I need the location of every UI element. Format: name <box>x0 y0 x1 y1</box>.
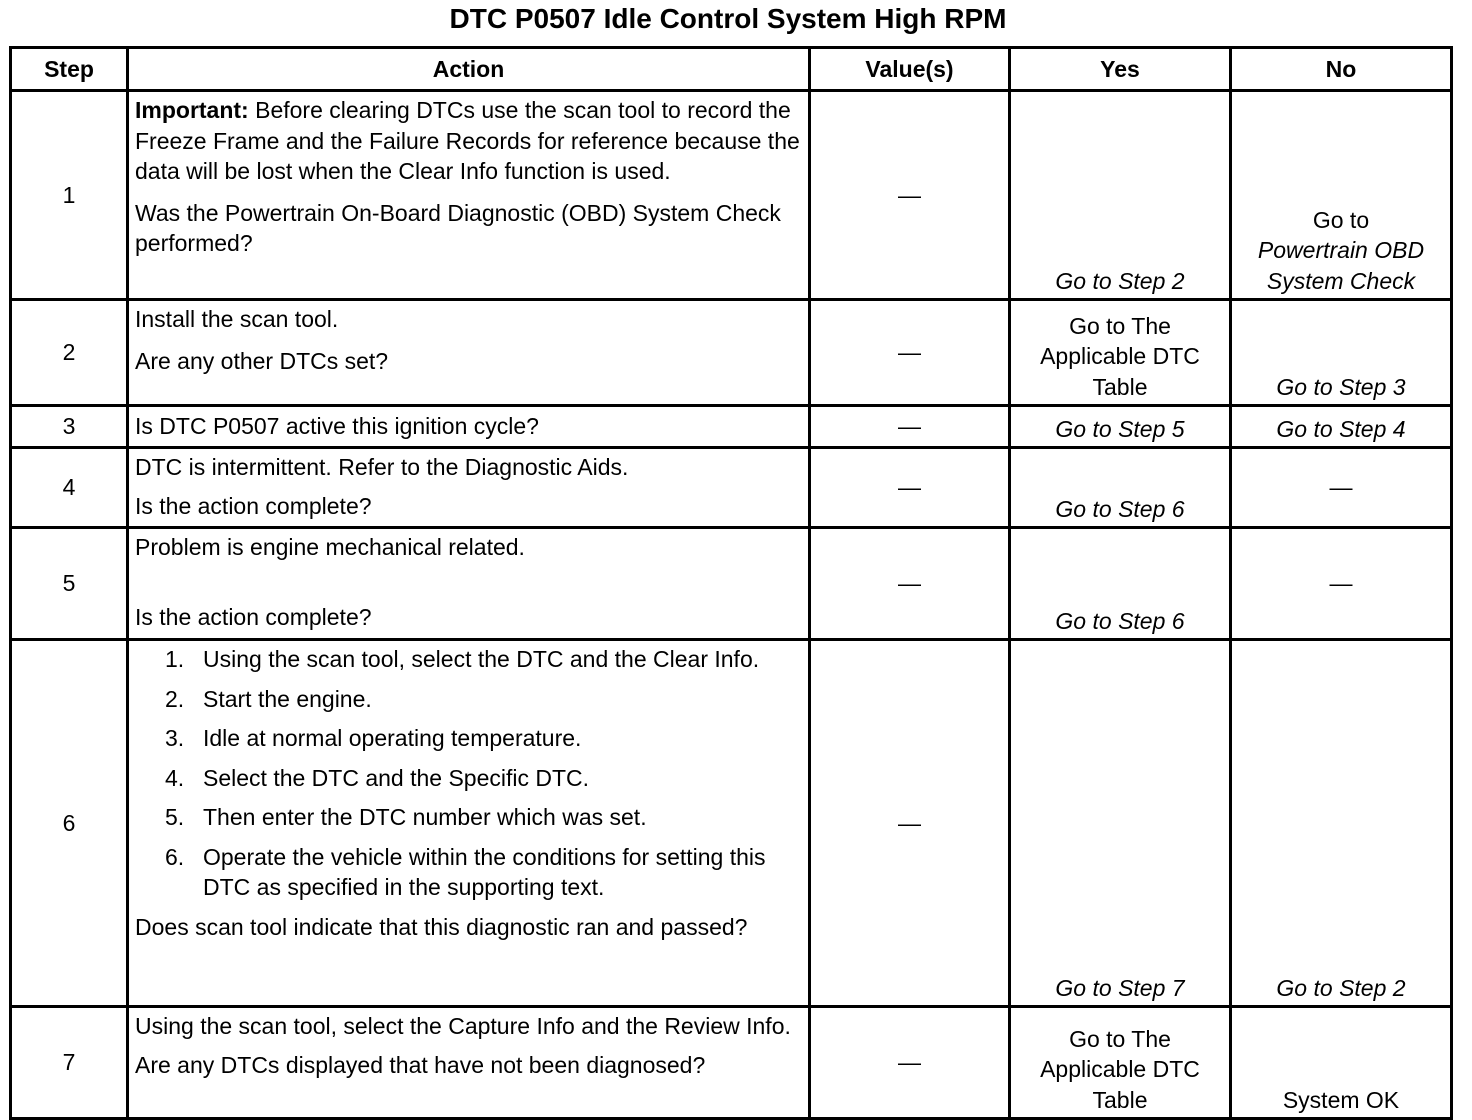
action-cell <box>128 1007 810 1119</box>
column-header-yes: Yes <box>1010 48 1231 91</box>
action-question: Does scan tool indicate that this diagnostic ran and passed? <box>135 913 748 940</box>
value-cell: — <box>810 528 1010 640</box>
table-row <box>11 528 1452 640</box>
substep-number: 6. <box>165 843 185 870</box>
value-cell: — <box>810 640 1010 1007</box>
table-row <box>11 1007 1452 1119</box>
substep-text: Start the engine. <box>203 685 372 712</box>
step-number: 3 <box>11 406 128 448</box>
step-number: 5 <box>11 528 128 640</box>
yes-cell: Go to The Applicable DTC Table <box>1010 1007 1231 1119</box>
yes-cell: Go to Step 6 <box>1010 448 1231 528</box>
no-cell: Go to Step 2 <box>1231 640 1452 1007</box>
step-number: 2 <box>11 300 128 406</box>
no-prefix: Go to <box>1312 206 1370 233</box>
table-row <box>11 448 1452 528</box>
value-cell: — <box>810 1007 1010 1119</box>
column-header-no: No <box>1231 48 1452 91</box>
table-row <box>11 300 1452 406</box>
no-link-text: Powertrain OBD System Check <box>1257 237 1425 294</box>
list-item <box>165 763 802 794</box>
substep-text: Then enter the DTC number which was set. <box>203 804 647 830</box>
no-cell <box>1231 91 1452 300</box>
substep-text: Using the scan tool, select the DTC and the Clear Info. <box>203 646 760 672</box>
action-text: Problem is engine mechanical related. <box>135 534 525 560</box>
column-header-step: Step <box>11 48 128 91</box>
action-cell <box>128 640 810 1007</box>
no-cell: Go to Step 4 <box>1231 406 1452 448</box>
action-text: DTC is intermittent. Refer to the Diagnostic Aids. <box>135 454 629 480</box>
list-item <box>165 684 802 715</box>
action-text: Using the scan tool, select the Capture Info and the Review Info. <box>135 1013 791 1039</box>
action-cell <box>128 448 810 528</box>
substep-number: 1. <box>165 646 185 672</box>
column-header-action: Action <box>128 48 810 91</box>
header-row <box>11 48 1452 91</box>
action-cell <box>128 91 810 300</box>
substep-text: Operate the vehicle within the conditions for setting this DTC as specified in the supporting text. <box>203 843 766 900</box>
action-question: Are any other DTCs set? <box>135 347 389 374</box>
action-cell <box>128 300 810 406</box>
action-question: Are any DTCs displayed that have not been diagnosed? <box>135 1051 706 1078</box>
value-cell: — <box>810 300 1010 406</box>
important-label: Important: <box>135 97 249 123</box>
table-row <box>11 91 1452 300</box>
substep-text: Idle at normal operating temperature. <box>203 725 582 751</box>
list-item <box>165 723 802 754</box>
step-number: 7 <box>11 1007 128 1119</box>
yes-cell: Go to The Applicable DTC Table <box>1010 300 1231 406</box>
page-title: DTC P0507 Idle Control System High RPM <box>449 3 1007 34</box>
substep-number: 5. <box>165 804 185 830</box>
substep-number: 3. <box>165 725 185 751</box>
step-number: 4 <box>11 448 128 528</box>
action-question: Is DTC P0507 active this ignition cycle? <box>128 406 810 448</box>
important-text: Before clearing DTCs use the scan tool to record the Freeze Frame and the Failure Records for reference because the data will be lost when the Clear Info function is used. <box>135 97 800 184</box>
no-cell: System OK <box>1231 1007 1452 1119</box>
yes-cell: Go to Step 6 <box>1010 528 1231 640</box>
list-item <box>165 802 802 833</box>
important-note <box>135 95 802 187</box>
yes-cell: Go to Step 7 <box>1010 640 1231 1007</box>
no-cell: — <box>1231 448 1452 528</box>
substep-text: Select the DTC and the Specific DTC. <box>203 764 590 791</box>
substep-number: 2. <box>165 685 185 712</box>
step-number: 6 <box>11 640 128 1007</box>
yes-cell: Go to Step 5 <box>1010 406 1231 448</box>
action-question: Is the action complete? <box>135 492 372 519</box>
action-text: Install the scan tool. <box>135 306 339 332</box>
value-cell: — <box>810 406 1010 448</box>
table-row <box>11 640 1452 1007</box>
substep-number: 4. <box>165 764 185 791</box>
action-question: Is the action complete? <box>135 603 372 630</box>
diagnostic-table <box>9 46 1453 1120</box>
column-header-values: Value(s) <box>810 48 1010 91</box>
value-cell: — <box>810 448 1010 528</box>
list-item <box>165 644 802 675</box>
yes-cell: Go to Step 2 <box>1010 91 1231 300</box>
action-question: Was the Powertrain On-Board Diagnostic (OBD) System Check performed? <box>135 199 781 256</box>
table-row <box>11 406 1452 448</box>
list-item <box>165 842 802 903</box>
no-cell: — <box>1231 528 1452 640</box>
substep-list <box>135 644 802 903</box>
action-cell <box>128 528 810 640</box>
step-number: 1 <box>11 91 128 300</box>
value-cell: — <box>810 91 1010 300</box>
no-cell: Go to Step 3 <box>1231 300 1452 406</box>
